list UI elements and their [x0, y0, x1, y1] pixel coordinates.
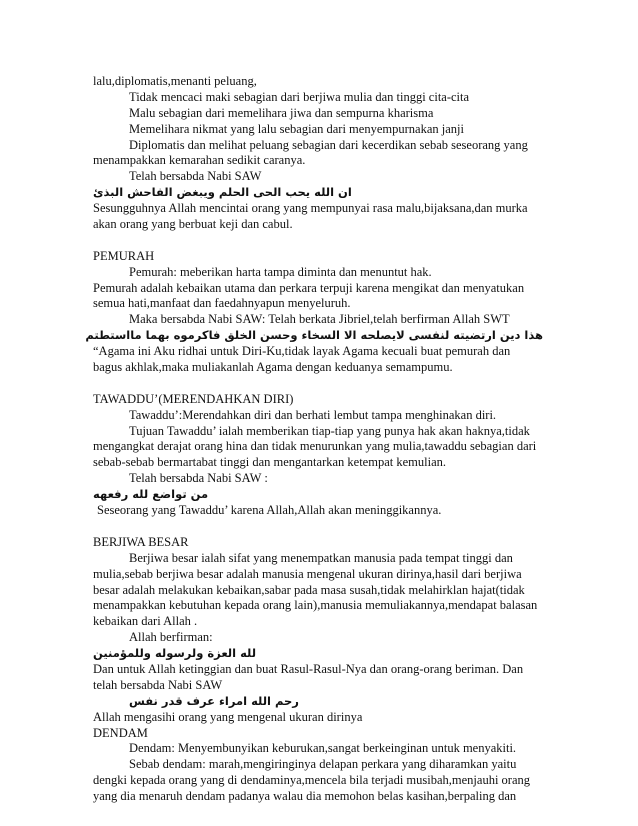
text-line: Dan untuk Allah ketinggian dan buat Rasul-Rasul-Nya dan orang-orang beriman. Dan: [93, 661, 524, 676]
text-line: Tujuan Tawaddu’ ialah memberikan tiap-tiap yang punya hak akan haknya,tidak: [129, 423, 530, 438]
text-line: “Agama ini Aku ridhai untuk Diri-Ku,tidak layak Agama kecuali buat pemurah dan: [93, 344, 511, 359]
blank-line: [93, 233, 543, 249]
text-line: besar adalah melakukan kebaikan,sabar pada masa susah,tidak melahirklan hajat(tidak: [93, 582, 525, 597]
text-line: DENDAM: [93, 725, 148, 740]
text-line: mengangkat derajat orang hina dan tidak menurunkan yang mulia,tawaddu sebagian dari: [93, 439, 537, 454]
text-line: menampakkan kemarahan sedikit caranya.: [93, 153, 306, 168]
text-line: Tidak mencaci maki sebagian dari berjiwa mulia dan tinggi cita-cita: [129, 89, 470, 104]
text-line: Sesungguhnya Allah mencintai orang yang mempunyai rasa malu,bijaksana,dan murka: [93, 201, 528, 216]
blank-line: [93, 519, 543, 535]
text-line: TAWADDU’(MERENDAHKAN DIRI): [93, 391, 294, 406]
text-line: Pemurah: meberikan harta tampa diminta dan menuntut hak.: [129, 264, 432, 279]
text-line: Malu sebagian dari memelihara jiwa dan sempurna kharisma: [129, 105, 434, 120]
text-line: telah bersabda Nabi SAW: [93, 677, 223, 692]
text-line: Pemurah adalah kebaikan utama dan perkara terpuji karena mengikat dan menyatukan: [93, 280, 525, 295]
text-line: kebaikan dari Allah .: [93, 614, 198, 629]
text-line: Allah berfirman:: [129, 630, 213, 645]
text-line: sebab-sebab bermartabat tinggi dan mengantarkan ketempat kemulian.: [93, 455, 446, 470]
text-line: Tawaddu’:Merendahkan diri dan berhati lembut tampa menghinakan diri.: [129, 407, 497, 422]
text-line: mulia,sebab berjiwa besar adalah manusia mengenal ukuran dirinya,hasil dari berjiwa: [93, 566, 522, 581]
text-line: Allah mengasihi orang yang mengenal ukuran dirinya: [93, 709, 363, 724]
text-line: Telah bersabda Nabi SAW: [129, 169, 262, 184]
text-line: Berjiwa besar ialah sifat yang menempatkan manusia pada tempat tinggi dan: [129, 550, 513, 565]
text-line: Diplomatis dan melihat peluang sebagian dari kecerdikan sebab seseorang yang: [129, 137, 528, 152]
text-line: BERJIWA BESAR: [93, 534, 189, 549]
arabic-line: من تواضع لله رفعهه: [93, 487, 209, 502]
document-page: [85, 74, 543, 805]
text-line: akan orang yang berbuat keji dan cabul.: [93, 217, 293, 232]
text-line: Sebab dendam: marah,mengiringinya delapan perkara yang diharamkan yaitu: [129, 757, 517, 772]
blank-line: [93, 376, 543, 392]
text-line: Dendam: Menyembunyikan keburukan,sangat berkeinginan untuk menyakiti.: [129, 741, 517, 756]
text-line: PEMURAH: [93, 248, 155, 263]
text-line: dengki kepada orang yang di dendaminya,mencela bila terjadi musibah,menjauhi orang: [93, 773, 531, 788]
arabic-line: رحم الله امراء عرف قدر نفس: [129, 693, 299, 708]
text-line: semua hati,manfaat dan faedahnyapun menyeluruh.: [93, 296, 351, 311]
arabic-line: ان الله يحب الحى الحلم ويبغض الفاحش البذئ: [93, 185, 352, 200]
text-line: lalu,diplomatis,menanti peluang,: [93, 74, 257, 88]
text-line: Seseorang yang Tawaddu’ karena Allah,Allah akan meninggikannya.: [97, 503, 442, 518]
text-line: Memelihara nikmat yang lalu sebagian dari menyempurnakan janji: [129, 121, 464, 136]
text-line: Telah bersabda Nabi SAW :: [129, 471, 268, 486]
text-line: Maka bersabda Nabi SAW: Telah berkata Jibriel,telah berfirman Allah SWT: [129, 312, 510, 327]
text-line: menampakkan kebutuhan kepada orang lain),manusia memuliakannya,mendapat balasan: [93, 598, 538, 613]
arabic-line: لله العزة ولرسوله وللمؤمنين: [93, 646, 257, 661]
text-line: bagus akhlak,maka muliakanlah Agama dengan keduanya semampumu.: [93, 360, 453, 375]
text-line: yang dia menaruh dendam padanya walau dia memohon belas kasihan,berpaling dan: [93, 789, 517, 804]
arabic-line: هذا دين ارتضيته لنفسى لايصلحه الا السخاء وحسن الخلق فاكرموه بهما مااستطتم: [85, 328, 543, 343]
